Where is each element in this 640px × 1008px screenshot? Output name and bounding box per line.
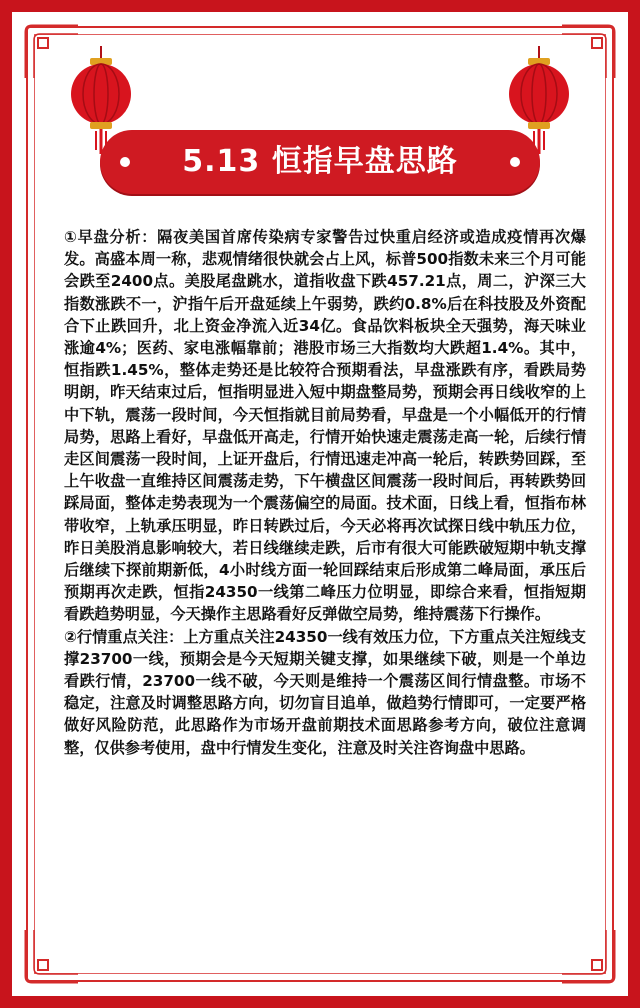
- corner-ornament-icon: [22, 926, 82, 986]
- title-banner: [100, 130, 540, 194]
- article-body: [64, 226, 586, 759]
- page-title: 5.13 恒指早盘思路: [182, 144, 458, 179]
- paragraph-morning-analysis: ①早盘分析：隔夜美国首席传染病专家警告过快重启经济或造成疫情再次爆发。高盛本周一称，悲观情绪很快就会占上风，标普500指数未来三个月可能会跌至2400点。美股尾盘跳水，道指收盘下跌457.21点，周二，沪深三大指数涨跌不一，沪指午后开盘延续上午弱势，跌约0.8%后在科技股及外资配合下止跌回升，北上资金净流入近34亿。食品饮料板块全天强势，海天味业涨逾4%；医药、家电涨幅靠前；港股市场三大指数均大跌超1.4%。其中，恒指跌1.45%，整体走势还是比较符合预期看法，早盘涨跌有序，看跌局势明朗，昨天结束过后，恒指明显进入短中期盘整局势，预期会再日线收窄的上中下轨，震荡一段时间，今天恒指就目前局势看，早盘是一个小幅低开的行情局势，思路上看好，早盘低开高走，行情开始快速走震荡走高一轮，后续行情走区间震荡一段时间，上证开盘后，行情迅速走冲高一轮后，转跌势回踩，至上午收盘一直维持区间震荡走势，下午横盘区间震荡一段时间后，再转跌势回踩局面，整体走势表现为一个震荡偏空的局面。技术面，日线上看，恒指布林带收窄，上轨承压明显，昨日转跌过后，今天必将再次试探日线中轨压力位，昨日美股消息影响较大，若日线继续走跌，后市有很大可能跌破短期中轨支撑后继续下探前期新低，4小时线方面一轮回踩结束后形成第二峰局面，承压后预期再次走跌，恒指24350一线第二峰压力位明显，即综合来看，恒指短期看跌趋势明显，今天操作主思路看好反弹做空局势，维持震荡下行操作。: [64, 228, 586, 624]
- corner-ornament-icon: [558, 926, 618, 986]
- paragraph-key-focus: ②行情重点关注：上方重点关注24350一线有效压力位，下方重点关注短线支撑23700一线，预期会是今天短期关键支撑，如果继续下破，则是一个单边看跌行情，23700一线不破，今天则是维持一个震荡区间行情盘整。市场不稳定，注意及时调整思路方向，切勿盲目追单，做趋势行情即可，一定要严格做好风险防范，此思路作为市场开盘前期技术面思路参考方向，破位注意调整，仅供参考使用，盘中行情发生变化，注意及时关注咨询盘中思路。: [64, 627, 586, 757]
